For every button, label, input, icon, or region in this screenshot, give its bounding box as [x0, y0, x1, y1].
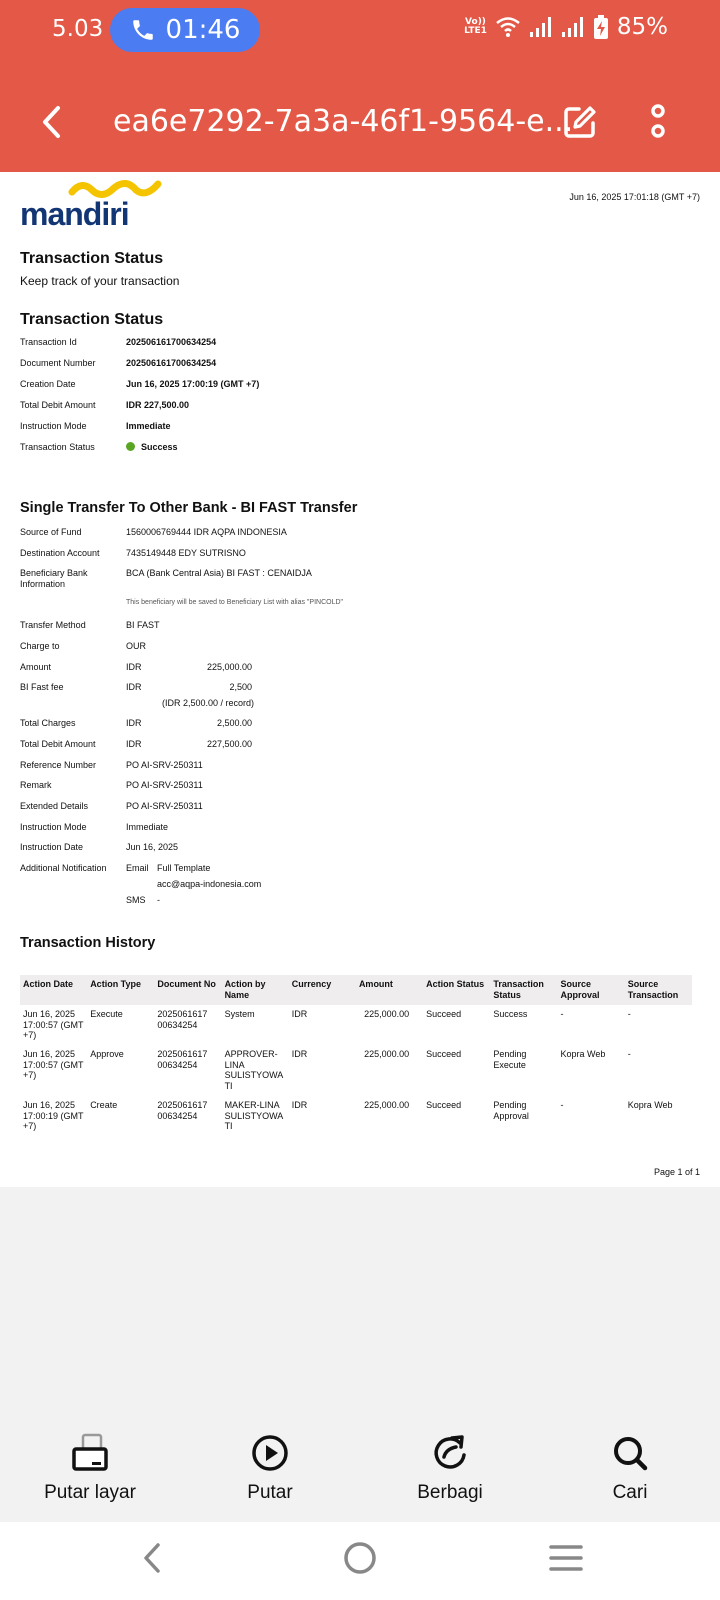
amount-value: 225,000.00	[206, 662, 252, 672]
column-header: Action Date	[23, 979, 74, 989]
pdf-page[interactable]	[0, 172, 720, 1187]
table-cell: Jun 16, 2025 17:00:57 (GMT +7)	[23, 1009, 84, 1040]
column-header: Action Status	[426, 979, 485, 989]
fee-note: (IDR 2,500.00 / record)	[162, 698, 255, 708]
play-button[interactable]	[190, 1430, 350, 1504]
field-label: BI Fast fee	[20, 682, 64, 692]
table-cell: IDR	[291, 1100, 308, 1110]
call-duration: 01:46	[165, 15, 241, 45]
toolbar-label: Berbagi	[417, 1482, 483, 1503]
edit-icon	[563, 105, 597, 139]
history-table	[20, 975, 692, 1138]
creation-date: Jun 16, 2025 17:00:19 (GMT +7)	[126, 379, 260, 389]
instruction-date: Jun 16, 2025	[126, 842, 179, 852]
toolbar-label: Cari	[612, 1482, 648, 1503]
table-cell: Approve	[90, 1049, 124, 1059]
transaction-id: 202506161700634254	[126, 337, 217, 347]
edit-button[interactable]	[558, 100, 602, 144]
transfer-section-title: Single Transfer To Other Bank - BI FAST Transfer	[20, 500, 358, 516]
play-icon	[250, 1433, 290, 1473]
destination-account: 7435149448 EDY SUTRISNO	[126, 548, 246, 558]
column-header: Currency	[291, 979, 332, 989]
chevron-left-icon	[40, 105, 64, 139]
field-label: Source of Fund	[20, 527, 82, 537]
table-cell: IDR	[291, 1049, 308, 1059]
field-label: Charge to	[20, 641, 60, 651]
column-header: Document No	[157, 979, 216, 989]
battery-percent: 85%	[616, 14, 668, 40]
rotate-screen-icon	[70, 1433, 110, 1473]
charge-to: OUR	[126, 641, 146, 651]
document-title: ea6e7292-7a3a-46f1-9564-e...	[113, 104, 574, 139]
column-header: Transaction Status	[493, 979, 544, 1000]
table-row	[20, 1096, 692, 1138]
field-label: Beneficiary Bank Information	[20, 568, 88, 589]
email-address: acc@aqpa-indonesia.com	[157, 879, 262, 889]
ongoing-call-chip[interactable]	[110, 8, 260, 52]
nav-menu-icon	[548, 1543, 584, 1573]
column-header: Amount	[358, 979, 393, 989]
extended-details: PO AI-SRV-250311	[126, 801, 203, 811]
bottom-toolbar	[0, 1430, 720, 1522]
page-subtitle: Keep track of your transaction	[20, 274, 180, 288]
table-cell: Create	[90, 1100, 118, 1110]
page-title: Transaction Status	[20, 250, 164, 267]
table-cell: -	[560, 1009, 564, 1019]
remark: PO AI-SRV-250311	[126, 780, 203, 790]
field-label: Transaction Id	[20, 337, 77, 347]
table-cell: Pending Execute	[493, 1049, 527, 1070]
status-text: Success	[141, 442, 178, 452]
volte-icon: Vo)) LTE1	[464, 17, 487, 36]
field-label: Remark	[20, 780, 52, 790]
column-header: Action Type	[90, 979, 142, 989]
field-label: Total Debit Amount	[20, 400, 96, 410]
phone-icon	[130, 17, 156, 43]
history-title: Transaction History	[20, 935, 156, 951]
beneficiary-note: This beneficiary will be saved to Beneficiary List with alias "PINCOLD"	[126, 599, 343, 606]
total-charges-value: 2,500.00	[216, 718, 252, 728]
field-label: Document Number	[20, 358, 96, 368]
page-number: Page 1 of 1	[653, 1167, 700, 1177]
table-cell: Kopra Web	[560, 1049, 606, 1059]
transfer-method: BI FAST	[126, 620, 160, 630]
system-navigation-bar	[0, 1522, 720, 1600]
nav-home-button[interactable]	[330, 1536, 390, 1580]
status-icons	[464, 14, 668, 40]
field-label: Total Charges	[20, 718, 76, 728]
field-label: Transaction Status	[20, 442, 95, 452]
table-row	[20, 1005, 692, 1045]
toolbar-label: Putar layar	[44, 1482, 136, 1503]
total-debit-amount: IDR 227,500.00	[126, 400, 190, 410]
field-label: Total Debit Amount	[20, 739, 96, 749]
signal-icon	[561, 16, 585, 38]
search-icon	[610, 1433, 650, 1473]
table-cell: 2025061617 00634254	[157, 1100, 208, 1121]
nav-back-icon	[140, 1541, 164, 1575]
table-cell: -	[627, 1049, 631, 1059]
logo-text: mandiri	[20, 196, 129, 232]
table-cell: Jun 16, 2025 17:00:19 (GMT +7)	[23, 1100, 84, 1131]
currency: IDR	[126, 682, 142, 692]
document-number: 202506161700634254	[126, 358, 217, 368]
back-button[interactable]	[30, 100, 74, 144]
wifi-icon	[495, 16, 521, 38]
table-header	[20, 975, 692, 1005]
table-cell: Succeed	[426, 1100, 462, 1110]
status-badge	[126, 442, 178, 453]
field-label: Additional Notification	[20, 863, 107, 873]
currency: IDR	[126, 662, 142, 672]
field-label: Amount	[20, 662, 52, 672]
share-icon	[430, 1433, 470, 1473]
table-cell: Execute	[90, 1009, 123, 1019]
field-label: Instruction Mode	[20, 421, 87, 431]
app-header	[0, 0, 720, 172]
email-label: Email	[126, 863, 149, 873]
column-header: Source Approval	[560, 979, 600, 1000]
beneficiary-bank: BCA (Bank Central Asia) BI FAST : CENAIDJA	[126, 568, 312, 578]
status-section-title: Transaction Status	[20, 311, 164, 328]
nav-recents-button[interactable]	[536, 1536, 596, 1580]
email-template: Full Template	[157, 863, 211, 873]
table-cell: System	[224, 1009, 255, 1019]
table-cell: Kopra Web	[627, 1100, 673, 1110]
field-label: Instruction Mode	[20, 822, 87, 832]
table-cell: APPROVER-LINA SULISTYOWA TI	[224, 1049, 283, 1091]
instruction-mode: Immediate	[126, 421, 171, 431]
sms-label: SMS	[126, 895, 146, 905]
field-label: Creation Date	[20, 379, 76, 389]
sms-value: -	[157, 895, 160, 905]
table-cell: Succeed	[426, 1009, 462, 1019]
share-button[interactable]	[370, 1430, 530, 1504]
table-cell: IDR	[291, 1009, 308, 1019]
toolbar-label: Putar	[247, 1482, 293, 1503]
table-cell: 225,000.00	[364, 1009, 410, 1019]
more-options-button[interactable]	[636, 100, 680, 144]
search-button[interactable]	[550, 1430, 710, 1504]
column-header: Action by Name	[224, 979, 266, 1000]
table-cell: Success	[493, 1009, 528, 1019]
rotate-screen-button[interactable]	[10, 1430, 170, 1504]
nav-back-button[interactable]	[122, 1536, 182, 1580]
table-cell: -	[627, 1009, 631, 1019]
currency: IDR	[126, 739, 142, 749]
table-cell: 2025061617 00634254	[157, 1009, 208, 1030]
instruction-mode-detail: Immediate	[126, 822, 169, 832]
table-cell: Jun 16, 2025 17:00:57 (GMT +7)	[23, 1049, 84, 1080]
signal-icon	[529, 16, 553, 38]
field-label: Instruction Date	[20, 842, 84, 852]
more-vertical-icon	[649, 104, 667, 140]
nav-home-icon	[342, 1540, 378, 1576]
reference-number: PO AI-SRV-250311	[126, 760, 203, 770]
table-row	[20, 1045, 692, 1096]
table-cell: Succeed	[426, 1049, 462, 1059]
table-cell: 2025061617 00634254	[157, 1049, 208, 1070]
table-cell: MAKER-LINA SULISTYOWA TI	[224, 1100, 283, 1131]
battery-charging-icon	[593, 15, 609, 39]
field-label: Reference Number	[20, 760, 97, 770]
field-label: Transfer Method	[20, 620, 86, 630]
table-cell: Pending Approval	[493, 1100, 529, 1121]
field-label: Extended Details	[20, 801, 89, 811]
currency: IDR	[126, 718, 142, 728]
printed-timestamp: Jun 16, 2025 17:01:18 (GMT +7)	[569, 192, 700, 202]
mandiri-logo	[20, 180, 160, 230]
field-label: Destination Account	[20, 548, 100, 558]
source-of-fund: 1560006769444 IDR AQPA INDONESIA	[126, 527, 287, 537]
status-time: 5.03	[52, 16, 104, 42]
table-cell: 225,000.00	[364, 1100, 410, 1110]
fee-value: 2,500	[229, 682, 252, 692]
table-cell: -	[560, 1100, 564, 1110]
success-dot-icon	[126, 442, 135, 451]
column-header: Source Transaction	[627, 979, 679, 1000]
table-cell: 225,000.00	[364, 1049, 410, 1059]
total-debit-value: 227,500.00	[206, 739, 252, 749]
